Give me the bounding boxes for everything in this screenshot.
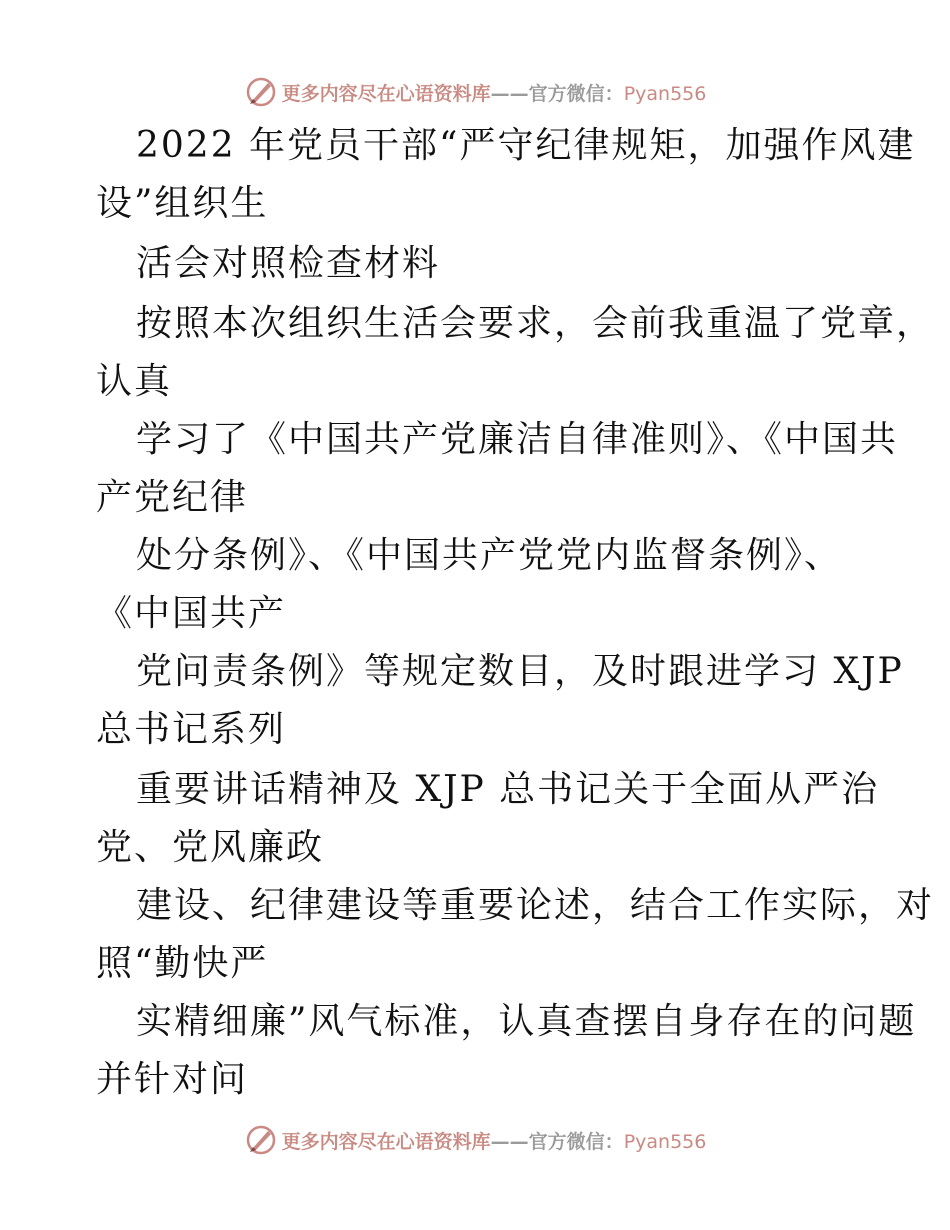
watermark-wechat-label: 官方微信： (528, 1130, 624, 1153)
doc-line: 学习了《中国共产党廉洁自律准则》、《中国共 (136, 419, 899, 460)
watermark-text (282, 1127, 707, 1154)
doc-line: 处分条例》、《中国共产党党内监督条例》、 (136, 535, 843, 576)
footer-watermark (0, 1120, 950, 1160)
doc-line: 重要讲话精神及 XJP 总书记关于全面从严治 (136, 769, 880, 810)
doc-line: 按照本次组织生活会要求，会前我重温了党章， (136, 303, 935, 344)
watermark-main-text: 更多内容尽在心语资料库 (281, 82, 491, 105)
doc-line: 总书记系列 (96, 709, 287, 750)
quill-pen-logo-icon (244, 1123, 278, 1157)
watermark-wechat-id: Pyan556 (623, 82, 707, 105)
doc-line: 认真 (96, 361, 173, 402)
watermark-main-text: 更多内容尽在心语资料库 (281, 1130, 491, 1153)
doc-line: 设”组织生 (96, 183, 269, 224)
watermark-wechat-label: 官方微信： (528, 82, 624, 105)
doc-line: 《中国共产 (96, 593, 287, 634)
doc-line: 党、党风廉政 (96, 827, 325, 868)
header-watermark (0, 72, 950, 112)
doc-line: 实精细廉”风气标准，认真查摆自身存在的问题 (136, 1001, 917, 1042)
doc-line: 2022 年党员干部“严守纪律规矩，加强作风建 (136, 125, 916, 166)
quill-pen-logo-icon (244, 75, 278, 109)
doc-line: 产党纪律 (96, 477, 249, 518)
doc-line: 照“勤快严 (96, 943, 269, 984)
doc-line: 建设、纪律建设等重要论述，结合工作实际，对 (136, 885, 935, 926)
watermark-wechat-id: Pyan556 (623, 1130, 707, 1153)
doc-line: 活会对照检查材料 (136, 243, 441, 284)
doc-line: 党问责条例》等规定数目，及时跟进学习 XJP (136, 651, 904, 692)
watermark-separator: —— (490, 82, 529, 105)
watermark-separator: —— (490, 1130, 529, 1153)
doc-line: 并针对问 (96, 1059, 249, 1100)
watermark-text (282, 79, 707, 106)
